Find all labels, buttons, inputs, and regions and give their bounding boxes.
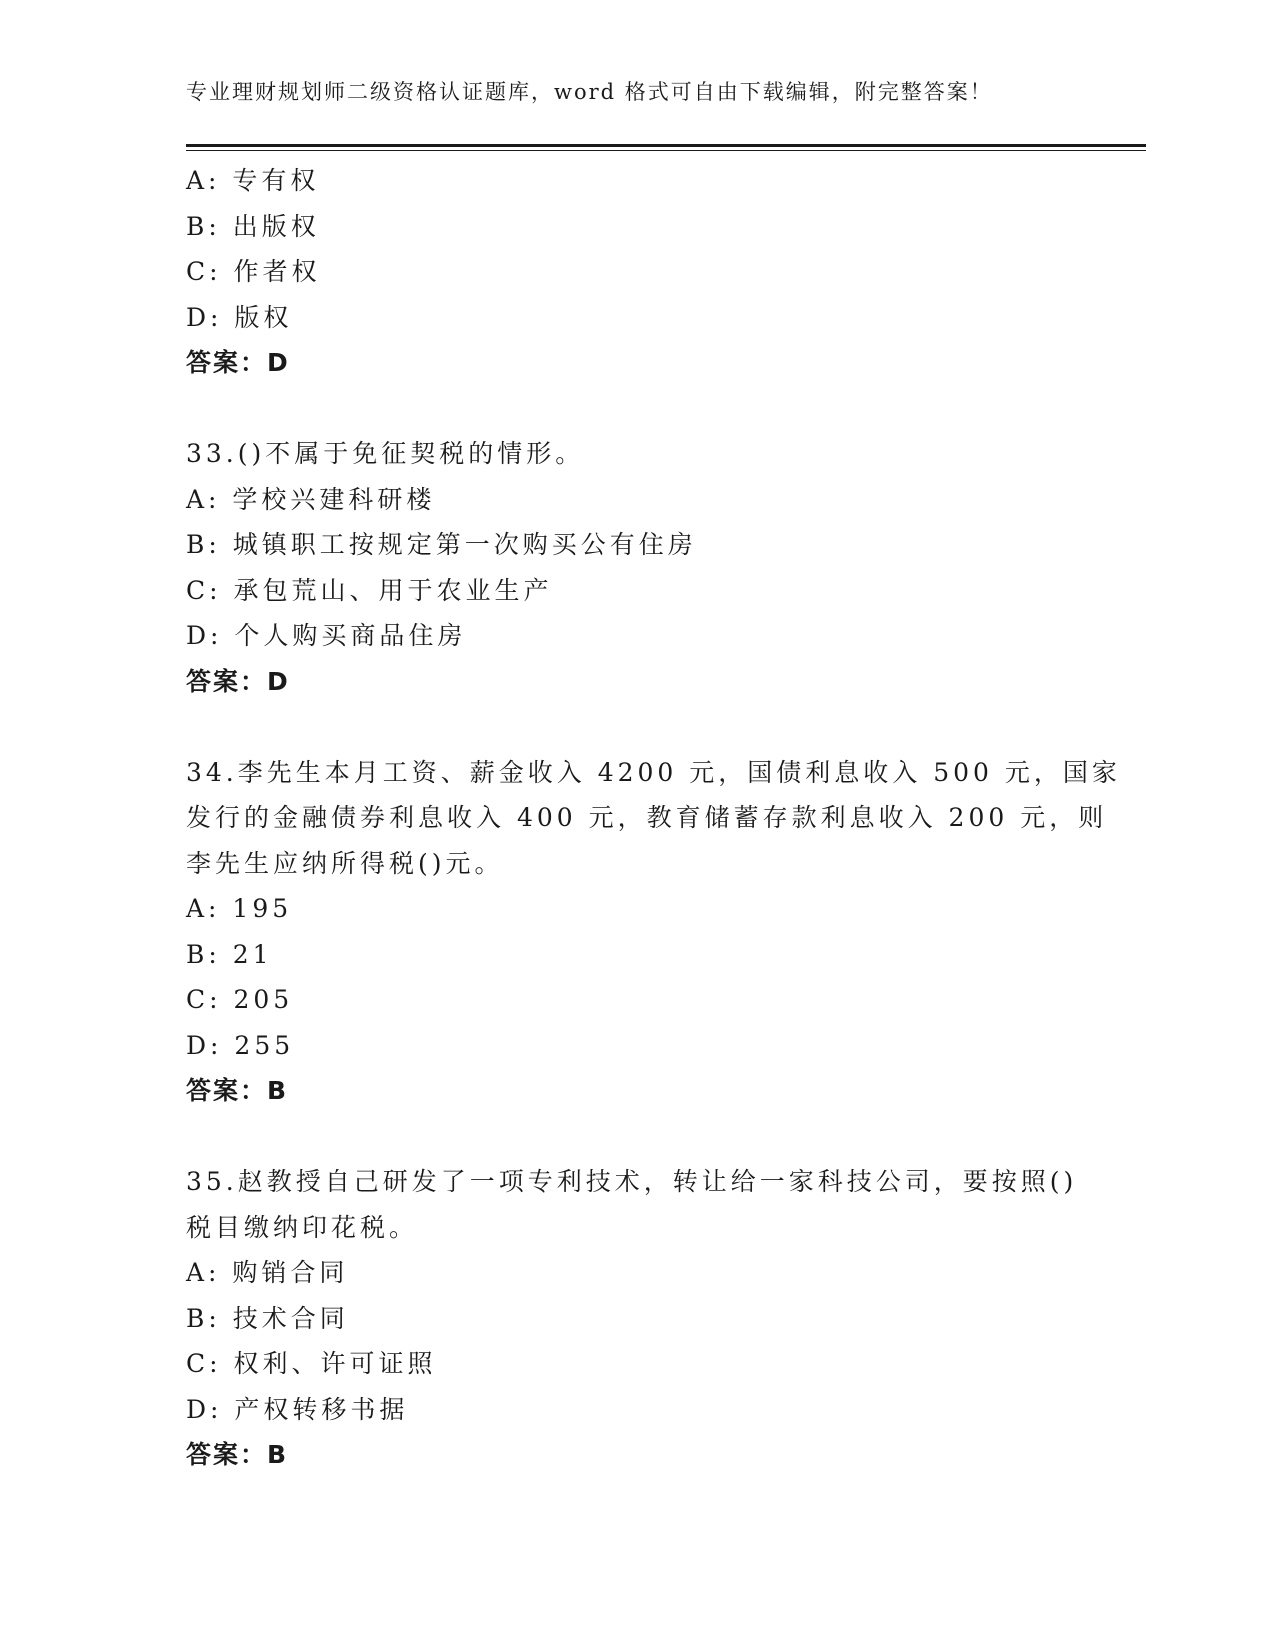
question-stem-line: 李先生应纳所得税()元。	[186, 848, 504, 878]
option-b: B: 21	[186, 939, 273, 969]
option-c: C: 205	[186, 985, 294, 1014]
answer: 答案：B	[186, 1440, 289, 1469]
option-a: A: 学校兴建科研楼	[186, 484, 436, 514]
question-35	[186, 1159, 1078, 1478]
question-stem: 33.()不属于免征契税的情形。	[186, 439, 585, 468]
answer: 答案：D	[186, 348, 290, 377]
option-d: D: 产权转移书据	[186, 1394, 409, 1424]
question-stem-line: 税目缴纳印花税。	[186, 1212, 419, 1242]
question-stem-line: 发行的金融债券利息收入 400 元，教育储蓄存款利息收入 200 元，则	[186, 803, 1108, 832]
option-a: A: 195	[186, 894, 293, 923]
option-a: A: 购销合同	[186, 1258, 349, 1287]
question-34	[186, 750, 1121, 1114]
option-b: B: 城镇职工按规定第一次购买公有住房	[186, 530, 697, 559]
option-b: B: 技术合同	[186, 1303, 349, 1333]
option-c: C: 权利、许可证照	[186, 1349, 437, 1378]
header-rule-thick	[186, 144, 1146, 147]
spacer	[186, 386, 1066, 432]
option-c: C: 作者权	[186, 257, 321, 286]
question-stem-line: 34.李先生本月工资、薪金收入 4200 元，国债利息收入 500 元，国家	[186, 757, 1121, 787]
option-b: B: 出版权	[186, 211, 320, 241]
option-d: D: 255	[186, 1030, 295, 1060]
question-content	[186, 158, 1121, 1478]
question-32	[186, 158, 1066, 386]
spacer	[186, 1114, 1066, 1160]
page-header: 专业理财规划师二级资格认证题库，word 格式可自由下载编辑，附完整答案！	[186, 80, 993, 104]
option-d: D: 版权	[186, 302, 293, 332]
option-c: C: 承包荒山、用于农业生产	[186, 575, 553, 605]
answer: 答案：B	[186, 1076, 289, 1105]
option-a: A: 专有权	[186, 166, 320, 195]
header-rule-thin	[186, 150, 1146, 151]
answer: 答案：D	[186, 666, 290, 696]
spacer	[186, 704, 1066, 750]
question-stem-line: 35.赵教授自己研发了一项专利技术，转让给一家科技公司，要按照()	[186, 1167, 1078, 1196]
option-d: D: 个人购买商品住房	[186, 621, 467, 650]
question-33	[186, 431, 1066, 704]
